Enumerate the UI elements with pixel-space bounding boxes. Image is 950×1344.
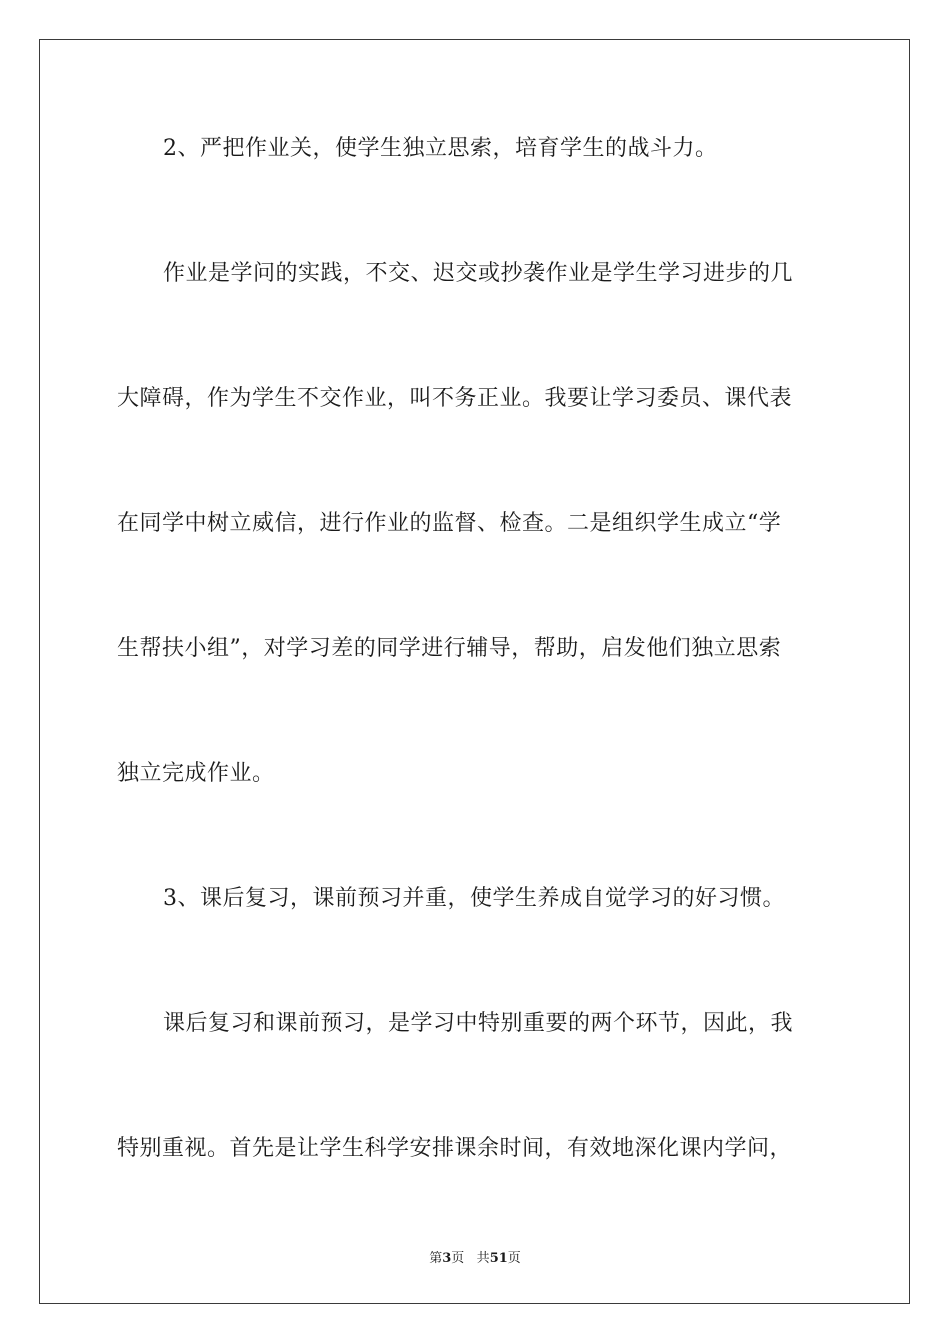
paragraph-line-4: 在同学中树立威信，进行作业的监督、检查。二是组织学生成立“学 — [117, 511, 782, 536]
paragraph-line-1: 2、严把作业关，使学生独立思索，培育学生的战斗力。 — [163, 136, 718, 161]
page-prefix: 第 — [429, 1251, 443, 1266]
total-prefix: 共 — [476, 1251, 490, 1266]
page-number: 3 — [442, 1251, 452, 1266]
total-suffix: 页 — [507, 1251, 521, 1266]
paragraph-line-3: 大障碍，作为学生不交作业，叫不务正业。我要让学习委员、课代表 — [117, 386, 793, 411]
total-pages: 51 — [489, 1251, 508, 1266]
paragraph-line-6: 独立完成作业。 — [117, 761, 275, 786]
page-suffix: 页 — [451, 1251, 465, 1266]
paragraph-line-9: 特别重视。首先是让学生科学安排课余时间，有效地深化课内学问， — [117, 1136, 793, 1161]
paragraph-line-7: 3、课后复习，课前预习并重，使学生养成自觉学习的好习惯。 — [163, 886, 785, 911]
paragraph-line-5: 生帮扶小组”，对学习差的同学进行辅导，帮助，启发他们独立思索 — [117, 636, 782, 661]
paragraph-line-8: 课后复习和课前预习，是学习中特别重要的两个环节，因此，我 — [163, 1011, 794, 1036]
page-border — [39, 39, 910, 1304]
paragraph-line-2: 作业是学问的实践，不交、迟交或抄袭作业是学生学习进步的几 — [163, 261, 794, 286]
page-footer — [0, 1247, 950, 1266]
